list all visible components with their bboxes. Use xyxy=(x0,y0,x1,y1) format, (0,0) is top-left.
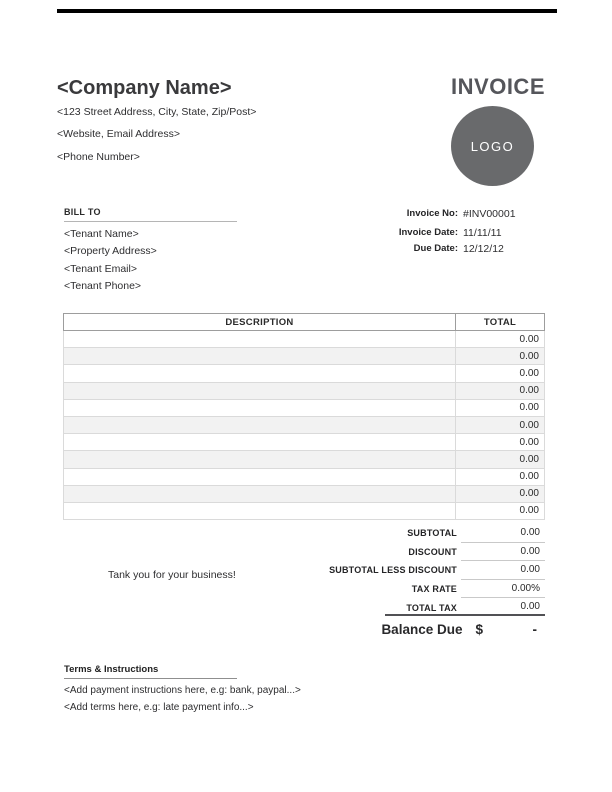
terms-line: <Add payment instructions here, e.g: bank, paypal...> xyxy=(64,685,301,696)
invoice-meta-row xyxy=(330,225,560,241)
top-accent-bar xyxy=(57,9,557,13)
description-cell xyxy=(64,382,456,399)
table-row xyxy=(64,485,545,502)
invoice-meta-row xyxy=(330,206,560,222)
column-header-description: DESCRIPTION xyxy=(64,314,456,331)
invoice-meta-value: 12/12/12 xyxy=(463,243,504,255)
bill-to-line: <Tenant Name> xyxy=(64,227,139,240)
total-cell: 0.00 xyxy=(456,502,545,519)
totals-label: TOTAL TAX xyxy=(406,602,457,613)
company-address: <123 Street Address, City, State, Zip/Post> xyxy=(57,106,257,118)
description-cell xyxy=(64,416,456,433)
bill-to-section xyxy=(64,207,294,292)
total-cell: 0.00 xyxy=(456,451,545,468)
totals-value: 0.00 xyxy=(461,561,545,580)
invoice-meta-row xyxy=(330,241,560,257)
table-row xyxy=(64,416,545,433)
description-cell xyxy=(64,348,456,365)
balance-due-label: Balance Due xyxy=(381,622,463,637)
description-cell xyxy=(64,485,456,502)
description-cell xyxy=(64,451,456,468)
table-row xyxy=(64,451,545,468)
total-cell: 0.00 xyxy=(456,382,545,399)
totals-row xyxy=(63,580,545,599)
table-row xyxy=(64,365,545,382)
terms-line: <Add terms here, e.g: late payment info...> xyxy=(64,702,254,713)
thank-you-note: Tank you for your business! xyxy=(108,569,236,581)
balance-due-row xyxy=(63,622,545,637)
total-cell: 0.00 xyxy=(456,331,545,348)
totals-label: SUBTOTAL LESS DISCOUNT xyxy=(329,565,457,576)
bill-to-line: <Tenant Email> xyxy=(64,262,137,275)
bill-to-line: <Tenant Phone> xyxy=(64,280,142,292)
total-cell: 0.00 xyxy=(456,434,545,451)
invoice-meta-value: #INV00001 xyxy=(463,208,516,220)
description-cell xyxy=(64,468,456,485)
balance-due-currency: $ xyxy=(475,622,483,637)
logo-placeholder xyxy=(451,106,534,186)
invoice-meta-label: Due Date: xyxy=(413,243,458,254)
totals-label: TAX RATE xyxy=(411,584,457,595)
logo-text: LOGO xyxy=(470,138,515,154)
description-cell xyxy=(64,331,456,348)
totals-value: 0.00 xyxy=(461,524,545,543)
company-phone: <Phone Number> xyxy=(57,151,140,163)
total-cell: 0.00 xyxy=(456,416,545,433)
invoice-meta-value: 11/11/11 xyxy=(463,227,502,239)
company-name: <Company Name> xyxy=(57,77,232,99)
totals-value: 0.00 xyxy=(461,543,545,562)
company-block xyxy=(57,76,387,169)
totals-value: 0.00% xyxy=(461,580,545,599)
balance-due-divider xyxy=(385,614,545,616)
terms-section xyxy=(64,664,404,713)
column-header-total: TOTAL xyxy=(456,314,545,331)
total-cell: 0.00 xyxy=(456,365,545,382)
invoice-meta-label: Invoice Date: xyxy=(398,227,458,238)
totals-row xyxy=(63,524,545,543)
table-row xyxy=(64,331,545,348)
bill-to-line: <Property Address> xyxy=(64,245,157,257)
terms-heading: Terms & Instructions xyxy=(64,664,237,679)
description-cell xyxy=(64,399,456,416)
description-cell xyxy=(64,434,456,451)
table-header-row xyxy=(64,314,545,331)
totals-value: 0.00 xyxy=(520,601,540,613)
total-cell: 0.00 xyxy=(456,348,545,365)
table-row xyxy=(64,399,545,416)
table-row xyxy=(64,468,545,485)
total-cell: 0.00 xyxy=(456,399,545,416)
totals-label: SUBTOTAL xyxy=(407,528,457,539)
description-cell xyxy=(64,502,456,519)
totals-row xyxy=(63,543,545,562)
bill-to-label: BILL TO xyxy=(64,207,237,222)
invoice-meta-label: Invoice No: xyxy=(406,208,458,219)
invoice-meta xyxy=(330,206,560,257)
description-cell xyxy=(64,365,456,382)
balance-due-amount: - xyxy=(532,622,537,637)
table-row xyxy=(64,434,545,451)
line-items-table xyxy=(63,313,545,520)
invoice-title: INVOICE xyxy=(451,74,545,99)
total-cell: 0.00 xyxy=(456,485,545,502)
bill-to-lines xyxy=(64,229,294,293)
table-row xyxy=(64,502,545,519)
company-website: <Website, Email Address> xyxy=(57,127,180,140)
terms-lines xyxy=(64,685,404,713)
totals-label: DISCOUNT xyxy=(408,546,457,557)
table-row xyxy=(64,382,545,399)
table-row xyxy=(64,348,545,365)
total-cell: 0.00 xyxy=(456,468,545,485)
